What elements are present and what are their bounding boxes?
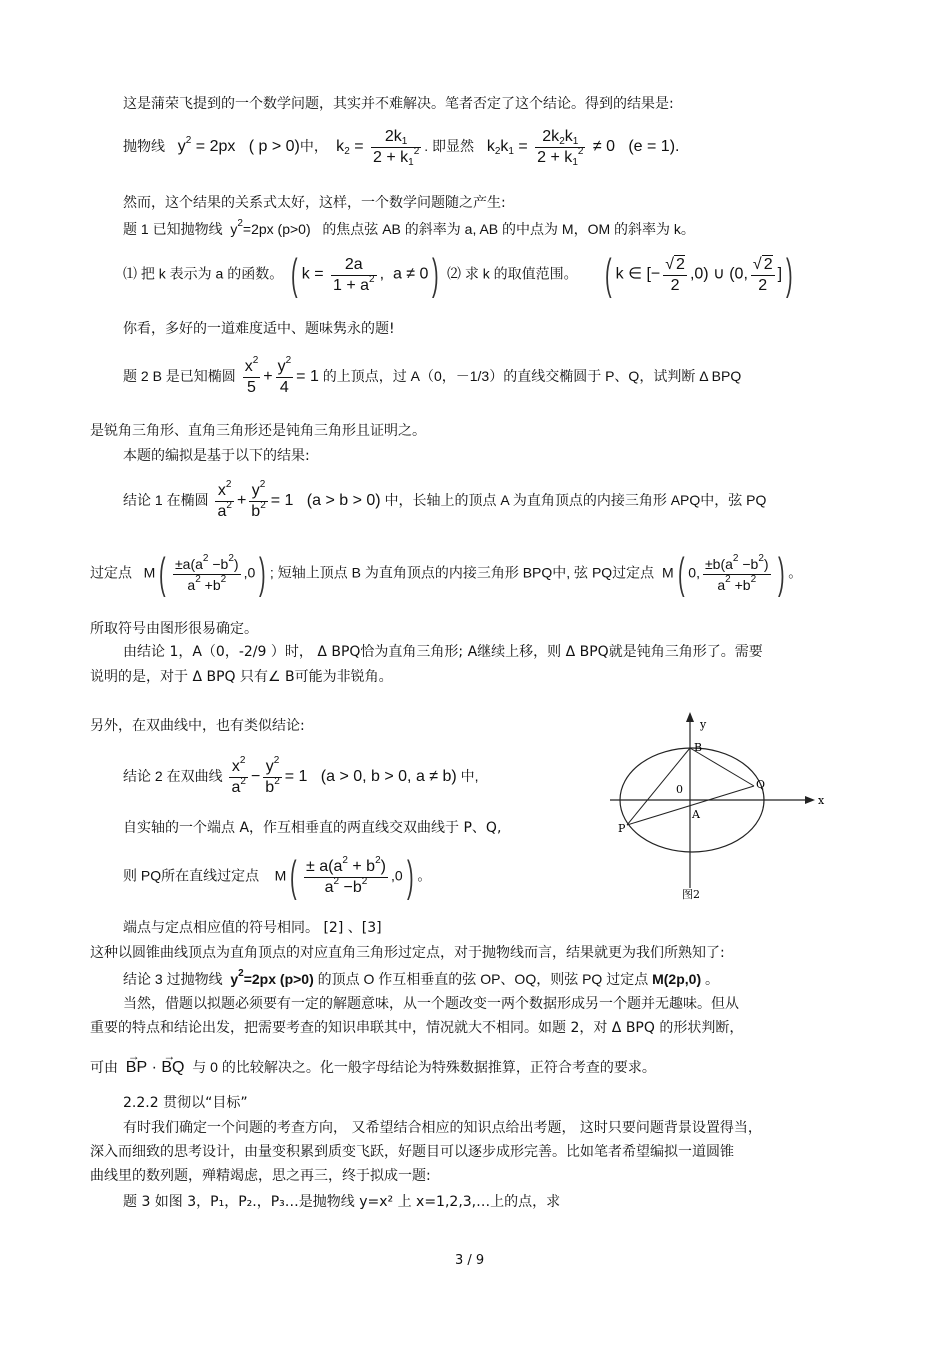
- para-result-2: 说明的是，对于 Δ BPQ 只有∠ B可能为非锐角。: [90, 669, 393, 685]
- problem-1-questions: ⑴ 把 k 表示为 a 的函数。 ( k = $\frac{2a}{1 + a^2}$ , a ≠ 0) ⑵ 求 k 的取值范围。 ( k ∈ [− $\frac{√ 2}{2}$ ,0) ∪ (0, $\frac{√ 2}{2}$ ]): [123, 250, 793, 299]
- figure-2-ellipse: [600, 708, 830, 908]
- para-however-1: 当然，借题以拟题必须要有一定的解题意味，从一个题改变一两个数据形成另一个题并无趣味。但从: [123, 996, 739, 1012]
- conclusion-2-line-2: 自实轴的一个端点 A，作互相垂直的两直线交双曲线于 P、Q,: [123, 820, 502, 836]
- para-comment: 你看，多好的一道难度适中、题味隽永的题!: [123, 321, 395, 337]
- conclusion-3: 结论 3 过抛物线 $y^2=2px$ (p>0) 的顶点 O 作互相垂直的弦 OP、OQ，则弦 PQ 过定点 M(2p,0) 。: [123, 968, 719, 987]
- conclusion-1-cont: 过定点 M( $\frac{\pm a(a^2 -b^2)}{a^2 +b^2}$ ,0) ; 短轴上顶点 B 为直角顶点的内接三角形 BPQ中, 弦 PQ过定点 M( 0, $\frac{\pm b(a^2 -b^2)}{a^2 +b^2}$ ) 。: [90, 549, 803, 598]
- para-vector: 可由 → BP · → BQ 与 0 的比较解决之。化一般字母结论为特殊数据推算，正符合考查的要求。: [90, 1058, 656, 1077]
- fig-label-a: A: [692, 808, 700, 821]
- para-hyperbola-intro: 另外，在双曲线中，也有类似结论:: [90, 718, 305, 734]
- para-sign-note: 端点与定点相应值的符号相同。 [2] 、[3]: [123, 920, 382, 936]
- formula-parabola-slope: 抛物线 $y^2 = 2px$ ( p > 0)中， $k_2$ = $\frac{2k_1}{2 + k_1^2}$ . 即显然 $k_2k_1$ = $\frac{2k_2k_1}{2 + k_1^2}$ ≠ 0 (e = 1).: [123, 128, 680, 168]
- para-result-1: 由结论 1，A（0，-2/9 ）时， Δ BPQ恰为直角三角形; A继续上移，则 Δ BPQ就是钝角三角形了。需要: [123, 644, 763, 660]
- para-parabola-known: 这种以圆锥曲线顶点为直角顶点的对应直角三角形过定点，对于抛物线而言，结果就更为我们所熟知了:: [90, 945, 725, 961]
- conclusion-2: 结论 2 在双曲线 $\frac{x^2}{a^2}$ − $\frac{y^2}{b^2}$ = 1 (a > 0, b > 0, a ≠ b) 中,: [123, 755, 479, 796]
- para-basis: 本题的编拟是基于以下的结果:: [123, 448, 310, 464]
- fig-caption: 图2: [682, 888, 700, 901]
- para-however-2: 重要的特点和结论出发，把需要考查的知识串联其中，情况就大不相同。如题 2，对 Δ BPQ 的形状判断，: [90, 1020, 744, 1036]
- fig-label-y: y: [700, 718, 707, 731]
- section-heading: 2.2.2 贯彻以“目标”: [123, 1095, 248, 1111]
- para-goal-2: 深入而细致的思考设计，由量变积累到质变飞跃，好题目可以逐步成形完善。比如笔者希望编拟一道圆锥: [90, 1144, 734, 1160]
- problem-2-cont: 是锐角三角形、直角三角形还是钝角三角形且证明之。: [90, 423, 426, 439]
- fig-label-x: x: [818, 794, 825, 807]
- para-goal-1: 有时我们确定一个问题的考查方向， 又希望结合相应的知识点给出考题， 这时只要问题背景设置得当，: [123, 1120, 762, 1136]
- para-intro: 这是蒲荣飞提到的一个数学问题，其实并不难解决。笔者否定了这个结论。得到的结果是:: [123, 96, 674, 112]
- para-goal-3: 曲线里的数列题，殚精竭虑，思之再三，终于拟成一题:: [90, 1168, 431, 1184]
- fig-label-p: P: [618, 822, 626, 835]
- fig-label-o: 0: [676, 783, 683, 796]
- conclusion-1: 结论 1 在椭圆 $\frac{x^2}{a^2}$ + $\frac{y^2}{b^2}$ = 1 (a > b > 0) 中，长轴上的顶点 A 为直角顶点的内接三角形 APQ中，弦 PQ: [123, 479, 767, 520]
- para-relation: 然而，这个结果的关系式太好，这样，一个数学问题随之产生:: [123, 195, 506, 211]
- para-sign: 所取符号由图形很易确定。: [90, 621, 258, 637]
- page-number: 3 / 9: [455, 1253, 485, 1268]
- fig-label-b: B: [694, 741, 703, 754]
- problem-3: 题 3 如图 3，P₁，P₂.，P₃…是抛物线 y=x² 上 x=1,2,3,…上的点，求: [123, 1194, 561, 1210]
- fig-label-q: Q: [756, 778, 766, 791]
- conclusion-2-line-3: 则 PQ所在直线过定点 M( $\frac{\pm a(a^2 + b^2)}{a^2 -b^2}$ ,0) 。: [123, 852, 432, 901]
- problem-1: 题 1 已知抛物线 $y^2=2px$ (p>0) 的焦点弦 AB 的斜率为 a, AB 的中点为 M，OM 的斜率为 k。: [123, 218, 695, 237]
- problem-2: 题 2 B 是已知椭圆 $\frac{x^2}{5}$ + $\frac{y^2}{4}$ = 1 的上顶点，过 A（0，－1/3）的直线交椭圆于 P、Q，试判断 Δ BPQ: [123, 355, 742, 396]
